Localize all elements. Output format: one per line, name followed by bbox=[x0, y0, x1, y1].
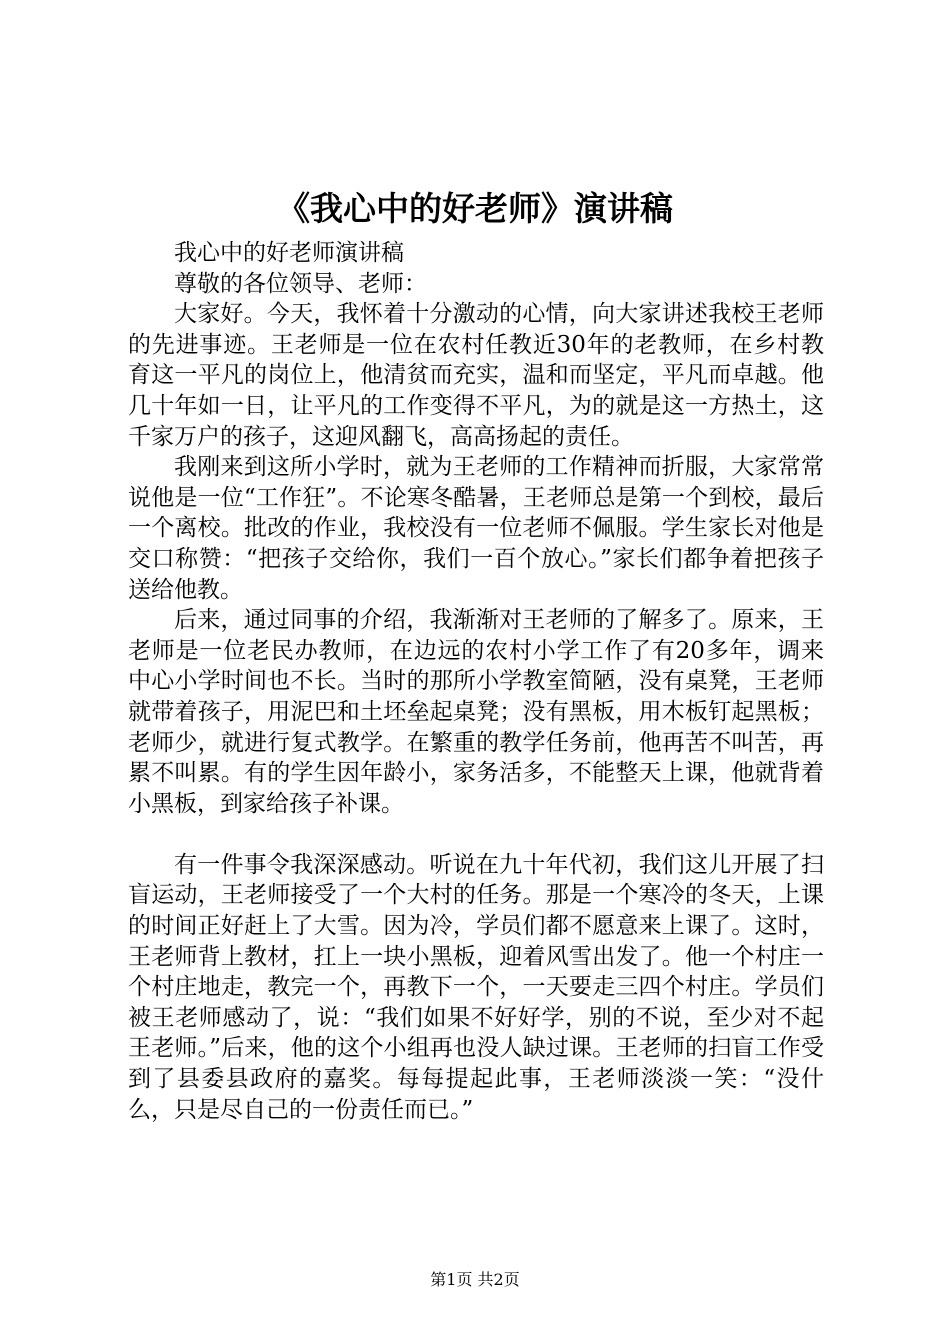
document-title: 《我心中的好老师》演讲稿 bbox=[277, 189, 673, 228]
paragraph-work-spirit: 我刚来到这所小学时，就为王老师的工作精神而折服，大家常常说他是一位“工作狂”。不论寒冬酷暑，王老师总是第一个到校，最后一个离校。批改的作业，我校没有一位老师不佩服。学生家长对他是交口称赞：“把孩子交给你，我们一百个放心。”家长们都争着把孩子送给他教。 bbox=[128, 454, 824, 603]
page-footer: 第1页 共2页 bbox=[430, 1270, 520, 1289]
paragraph-introduction: 大家好。今天，我怀着十分激动的心情，向大家讲述我校王老师的先进事迹。王老师是一位在农村任教近30年的老教师，在乡村教育这一平凡的岗位上，他清贫而充实，温和而坚定，平凡而卓越。他几十年如一日，让平凡的工作变得不平凡，为的就是这一方热土，这千家万户的孩子，这迎风翻飞，高高扬起的责任。 bbox=[128, 301, 824, 450]
document-body bbox=[128, 238, 824, 1125]
paragraph-salutation: 尊敬的各位领导、老师： bbox=[174, 270, 427, 297]
paragraph-background: 后来，通过同事的介绍，我渐渐对王老师的了解多了。原来，王老师是一位老民办教师，在边远的农村小学工作了有20多年，调来中心小学时间也不长。当时的那所小学教室简陋，没有桌凳，王老师就带着孩子，用泥巴和土坯垒起桌凳；没有黑板，用木板钉起黑板；老师少，就进行复式教学。在繁重的教学任务前，他再苦不叫苦，再累不叫累。有的学生因年龄小，家务活多，不能整天上课，他就背着小黑板，到家给孩子补课。 bbox=[128, 607, 824, 817]
paragraph-subtitle: 我心中的好老师演讲稿 bbox=[174, 240, 404, 266]
paragraph-literacy-campaign: 有一件事令我深深感动。听说在九十年代初，我们这儿开展了扫盲运动，王老师接受了一个大村的任务。那是一个寒冷的冬天，上课的时间正好赶上了大雪。因为冷，学员们都不愿意来上课了。这时，王老师背上教材，扛上一块小黑板，迎着风雪出发了。他一个村庄一个村庄地走，教完一个，再教下一个，一天要走三四个村庄。学员们被王老师感动了，说：“我们如果不好好学，别的不说，至少对不起王老师。”后来，他的这个小组再也没人缺过课。王老师的扫盲工作受到了县委县政府的嘉奖。每每提起此事，王老师淡淡一笑：“没什么，只是尽自己的一份责任而已。” bbox=[128, 851, 824, 1123]
